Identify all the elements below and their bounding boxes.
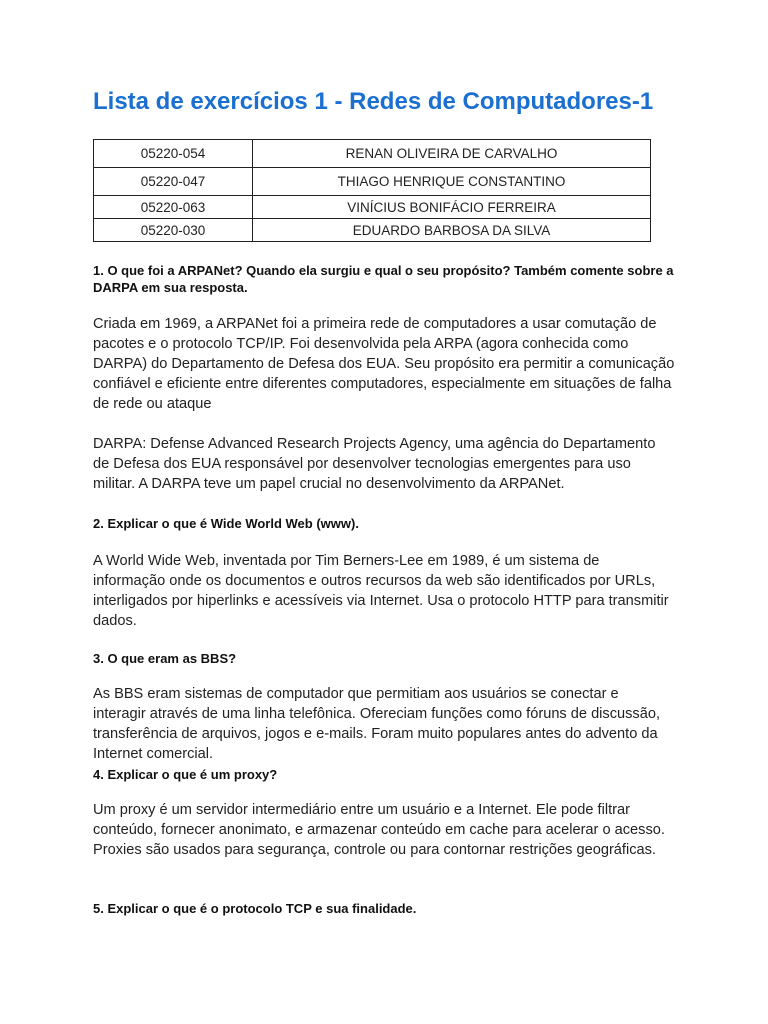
question-2: 2. Explicar o que é Wide World Web (www). xyxy=(93,516,359,531)
answer-3: As BBS eram sistemas de computador que permitiam aos usuários se conectar e interagir através de uma linha telefônica. Ofereciam funções como fóruns de discussão, transferência de arquivos, jogos e e-mails. Foram muito populares antes do advento da Internet comercial. xyxy=(93,686,661,762)
question-3: 3. O que eram as BBS? xyxy=(93,651,237,666)
student-id: 05220-030 xyxy=(94,219,253,242)
members-table xyxy=(93,139,651,242)
table-row xyxy=(94,196,651,219)
table-row xyxy=(94,168,651,196)
answer-4: Um proxy é um servidor intermediário entre um usuário e a Internet. Ele pode filtrar conteúdo, fornecer anonimato, e armazenar conteúdo em cache para acelerar o acesso. Proxies são usados para segurança, controle ou para contornar restrições geográficas. xyxy=(93,802,665,858)
student-id: 05220-054 xyxy=(94,140,253,168)
answer-1-paragraph-2: DARPA: Defense Advanced Research Projects Agency, uma agência do Departamento de Defesa dos EUA responsável por desenvolver tecnologias emergentes para uso militar. A DARPA teve um papel crucial no desenvolvimento da ARPANet. xyxy=(93,436,656,492)
student-id: 05220-063 xyxy=(94,196,253,219)
document-title: Lista de exercícios 1 - Redes de Computadores-1 xyxy=(93,88,654,115)
student-name: VINÍCIUS BONIFÁCIO FERREIRA xyxy=(253,196,651,219)
question-5: 5. Explicar o que é o protocolo TCP e sua finalidade. xyxy=(93,901,417,916)
table-row xyxy=(94,140,651,168)
answer-1-paragraph-1: Criada em 1969, a ARPANet foi a primeira rede de computadores a usar comutação de pacotes e o protocolo TCP/IP. Foi desenvolvida pela ARPA (agora conhecida como DARPA) do Departamento de Defesa dos EUA. Seu propósito era permitir a comunicação confiável e eficiente entre diferentes computadores, especialmente em situações de falha de rede ou ataque xyxy=(93,316,675,412)
student-name: RENAN OLIVEIRA DE CARVALHO xyxy=(253,140,651,168)
table-row xyxy=(94,219,651,242)
question-1: 1. O que foi a ARPANet? Quando ela surgiu e qual o seu propósito? Também comente sobre a DARPA em sua resposta. xyxy=(93,263,674,295)
student-name: EDUARDO BARBOSA DA SILVA xyxy=(253,219,651,242)
student-id: 05220-047 xyxy=(94,168,253,196)
answer-2: A World Wide Web, inventada por Tim Berners-Lee em 1989, é um sistema de informação onde os documentos e outros recursos da web são identificados por URLs, interligados por hiperlinks e acessíveis via Internet. Usa o protocolo HTTP para transmitir dados. xyxy=(93,553,669,629)
student-name: THIAGO HENRIQUE CONSTANTINO xyxy=(253,168,651,196)
question-4: 4. Explicar o que é um proxy? xyxy=(93,767,278,782)
